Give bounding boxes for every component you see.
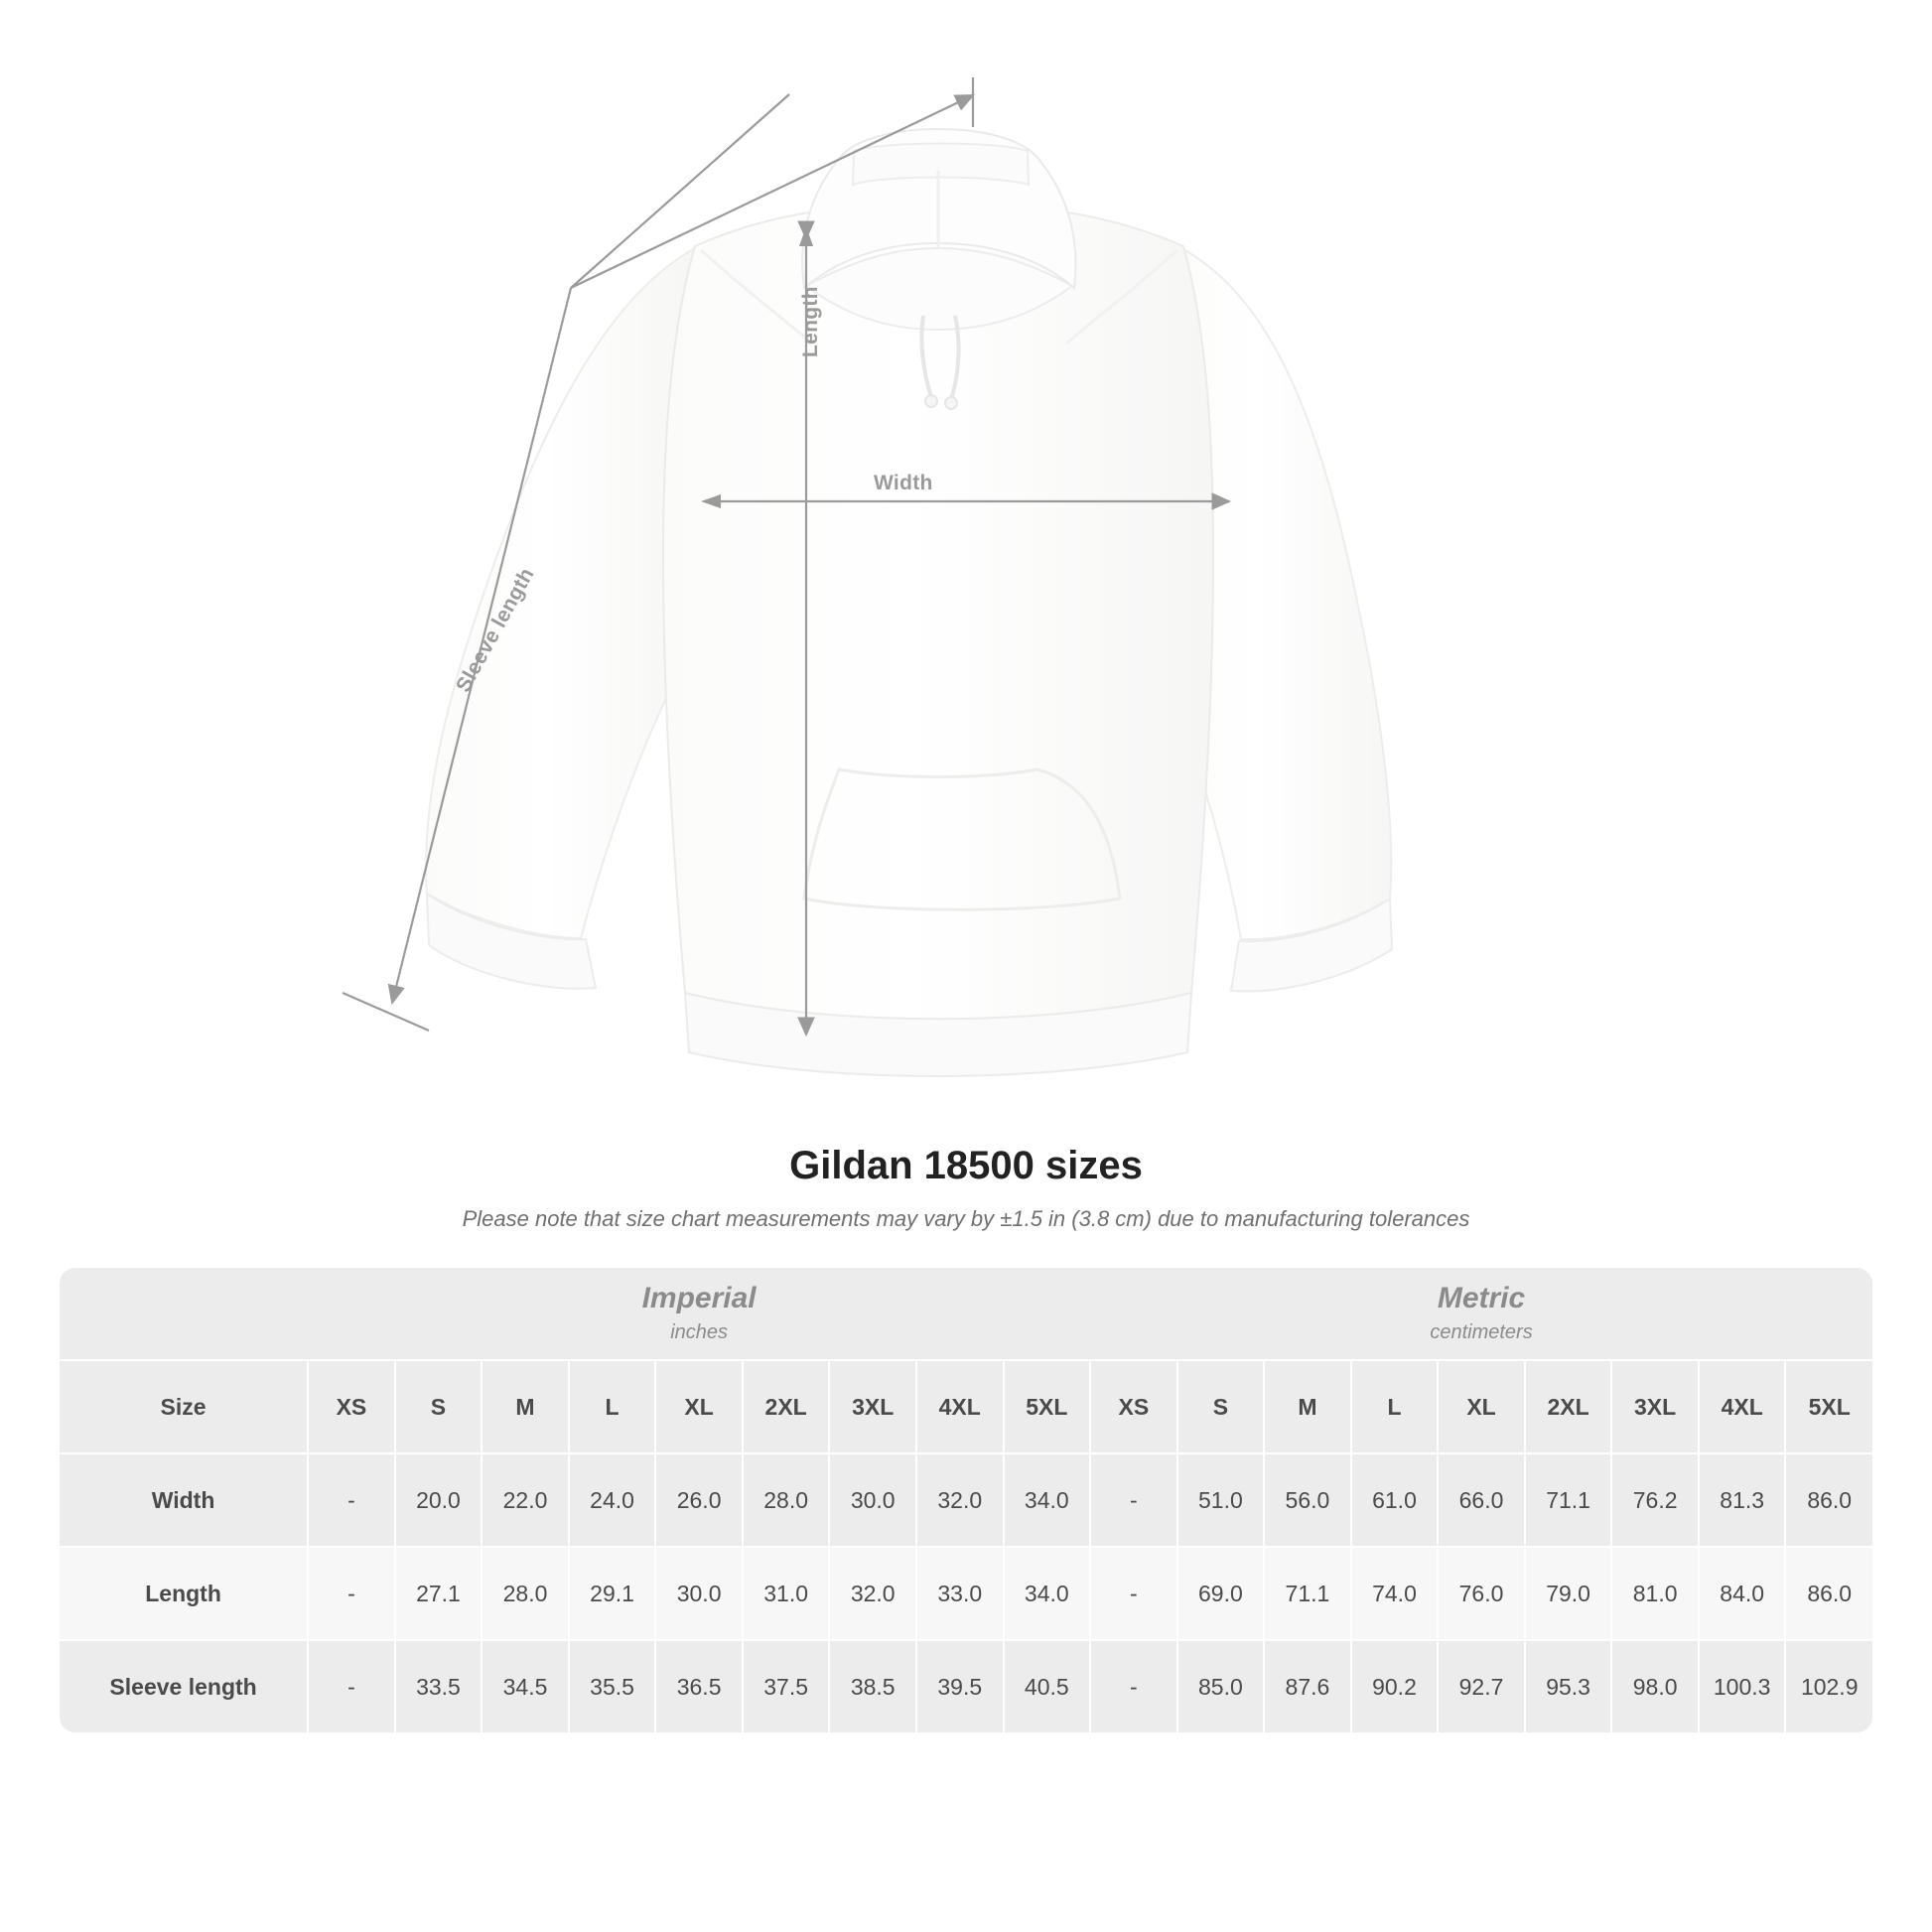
page-title: Gildan 18500 sizes	[789, 1144, 1143, 1187]
width-label: Width	[874, 472, 933, 494]
header-metric-xs: XS	[1090, 1360, 1177, 1453]
sleeve-imperial-xs: -	[308, 1640, 395, 1732]
header-metric-l: L	[1351, 1360, 1439, 1453]
table-row	[60, 1547, 1872, 1640]
length-metric-2xl: 79.0	[1525, 1547, 1612, 1640]
sleeve-metric-xl: 92.7	[1438, 1640, 1525, 1732]
length-imperial-xl: 30.0	[655, 1547, 743, 1640]
imperial-unit-cell	[308, 1268, 1090, 1360]
sleeve-metric-5xl: 102.9	[1785, 1640, 1872, 1732]
header-metric-5xl: 5XL	[1785, 1360, 1872, 1453]
sleeve-imperial-m: 34.5	[482, 1640, 569, 1732]
width-imperial-l: 24.0	[569, 1453, 656, 1547]
row-label-sleeve-length: Sleeve length	[60, 1640, 308, 1732]
sleeve-metric-m: 87.6	[1264, 1640, 1351, 1732]
width-metric-4xl: 81.3	[1699, 1453, 1786, 1547]
header-imperial-4xl: 4XL	[916, 1360, 1004, 1453]
sleeve-metric-l: 90.2	[1351, 1640, 1439, 1732]
header-metric-s: S	[1177, 1360, 1265, 1453]
row-label-length: Length	[60, 1547, 308, 1640]
metric-unit-sub: centimeters	[1430, 1320, 1533, 1343]
width-imperial-xl: 26.0	[655, 1453, 743, 1547]
sleeve-imperial-xl: 36.5	[655, 1640, 743, 1732]
sleeve-length-label: Sleeve length	[452, 564, 539, 697]
units-spacer	[60, 1268, 308, 1360]
title-block	[0, 1144, 1932, 1232]
sleeve-metric-s: 85.0	[1177, 1640, 1265, 1732]
sleeve-metric-3xl: 98.0	[1611, 1640, 1699, 1732]
size-header-cell: Size	[60, 1360, 308, 1453]
sleeve-imperial-4xl: 39.5	[916, 1640, 1004, 1732]
width-imperial-xs: -	[308, 1453, 395, 1547]
header-imperial-xl: XL	[655, 1360, 743, 1453]
length-metric-s: 69.0	[1177, 1547, 1265, 1640]
width-metric-2xl: 71.1	[1525, 1453, 1612, 1547]
header-imperial-5xl: 5XL	[1004, 1360, 1091, 1453]
header-metric-4xl: 4XL	[1699, 1360, 1786, 1453]
width-imperial-m: 22.0	[482, 1453, 569, 1547]
metric-unit-cell	[1090, 1268, 1872, 1360]
length-metric-l: 74.0	[1351, 1547, 1439, 1640]
tolerance-note: Please note that size chart measurements may vary by ±1.5 in (3.8 cm) due to manufacturing tolerances	[462, 1206, 1470, 1231]
width-metric-5xl: 86.0	[1785, 1453, 1872, 1547]
sleeve-imperial-5xl: 40.5	[1004, 1640, 1091, 1732]
width-imperial-s: 20.0	[395, 1453, 483, 1547]
length-metric-5xl: 86.0	[1785, 1547, 1872, 1640]
header-imperial-2xl: 2XL	[743, 1360, 830, 1453]
header-metric-2xl: 2XL	[1525, 1360, 1612, 1453]
length-imperial-4xl: 33.0	[916, 1547, 1004, 1640]
length-imperial-5xl: 34.0	[1004, 1547, 1091, 1640]
width-imperial-5xl: 34.0	[1004, 1453, 1091, 1547]
header-metric-3xl: 3XL	[1611, 1360, 1699, 1453]
width-imperial-4xl: 32.0	[916, 1453, 1004, 1547]
units-header-row	[60, 1268, 1872, 1360]
length-metric-xl: 76.0	[1438, 1547, 1525, 1640]
length-metric-3xl: 81.0	[1611, 1547, 1699, 1640]
width-metric-s: 51.0	[1177, 1453, 1265, 1547]
width-metric-xl: 66.0	[1438, 1453, 1525, 1547]
size-header-row	[60, 1360, 1872, 1453]
length-imperial-s: 27.1	[395, 1547, 483, 1640]
size-table-wrapper	[60, 1268, 1872, 1732]
sleeve-imperial-2xl: 37.5	[743, 1640, 830, 1732]
length-label: Length	[799, 286, 822, 357]
header-imperial-m: M	[482, 1360, 569, 1453]
width-metric-3xl: 76.2	[1611, 1453, 1699, 1547]
length-metric-xs: -	[1090, 1547, 1177, 1640]
sleeve-metric-2xl: 95.3	[1525, 1640, 1612, 1732]
header-imperial-l: L	[569, 1360, 656, 1453]
header-imperial-3xl: 3XL	[829, 1360, 916, 1453]
length-imperial-2xl: 31.0	[743, 1547, 830, 1640]
row-label-width: Width	[60, 1453, 308, 1547]
length-imperial-3xl: 32.0	[829, 1547, 916, 1640]
length-metric-4xl: 84.0	[1699, 1547, 1786, 1640]
width-metric-m: 56.0	[1264, 1453, 1351, 1547]
length-metric-m: 71.1	[1264, 1547, 1351, 1640]
table-row	[60, 1640, 1872, 1732]
size-table	[60, 1268, 1872, 1732]
length-imperial-l: 29.1	[569, 1547, 656, 1640]
width-metric-xs: -	[1090, 1453, 1177, 1547]
sleeve-imperial-l: 35.5	[569, 1640, 656, 1732]
width-metric-l: 61.0	[1351, 1453, 1439, 1547]
sleeve-imperial-s: 33.5	[395, 1640, 483, 1732]
length-imperial-xs: -	[308, 1547, 395, 1640]
header-imperial-xs: XS	[308, 1360, 395, 1453]
width-imperial-3xl: 30.0	[829, 1453, 916, 1547]
imperial-unit-title: Imperial	[641, 1282, 757, 1315]
sleeve-metric-4xl: 100.3	[1699, 1640, 1786, 1732]
width-imperial-2xl: 28.0	[743, 1453, 830, 1547]
metric-unit-title: Metric	[1437, 1282, 1526, 1315]
table-row	[60, 1453, 1872, 1547]
sleeve-metric-xs: -	[1090, 1640, 1177, 1732]
header-metric-xl: XL	[1438, 1360, 1525, 1453]
imperial-unit-sub: inches	[670, 1320, 728, 1343]
sleeve-imperial-3xl: 38.5	[829, 1640, 916, 1732]
length-imperial-m: 28.0	[482, 1547, 569, 1640]
header-metric-m: M	[1264, 1360, 1351, 1453]
header-imperial-s: S	[395, 1360, 483, 1453]
